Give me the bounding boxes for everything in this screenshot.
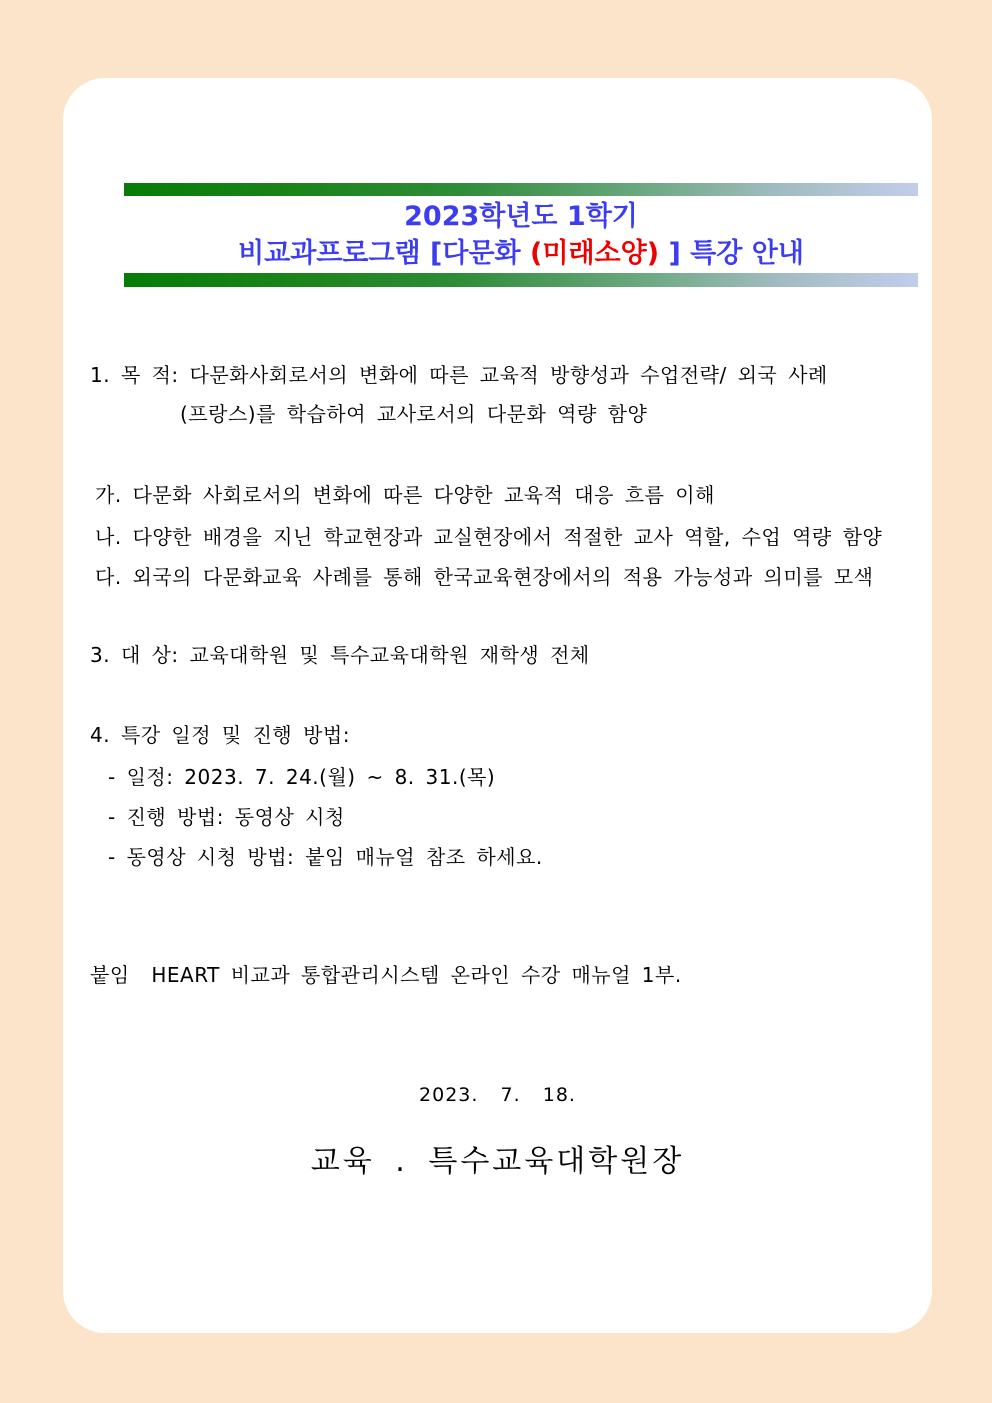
title-line2-highlight: (미래소양) bbox=[530, 238, 660, 269]
objective-item-da: 다. 외국의 다문화교육 사례를 통해 한국교육현장에서의 적용 가능성과 의미를 모색 bbox=[95, 565, 874, 589]
date-line: 2023. 7. 18. bbox=[419, 1084, 576, 1106]
header-top-bar bbox=[124, 183, 918, 196]
objective-item-na: 나. 다양한 배경을 지닌 학교현장과 교실현장에서 적절한 교사 역할, 수업 역량 함양 bbox=[95, 525, 883, 549]
target-line: 3. 대 상: 교육대학원 및 특수교육대학원 재학생 전체 bbox=[90, 643, 590, 667]
notice-card bbox=[63, 78, 932, 1333]
notice-title-line1: 2023학년도 1학기 bbox=[404, 201, 638, 232]
purpose-line-2: (프랑스)를 학습하여 교사로서의 다문화 역량 함양 bbox=[180, 402, 648, 426]
attachment-line: 붙임 HEART 비교과 통합관리시스템 온라인 수강 매뉴얼 1부. bbox=[90, 963, 682, 987]
title-line2-prefix: 비교과프로그램 [다문화 bbox=[238, 238, 531, 269]
header-bottom-bar bbox=[124, 273, 918, 287]
schedule-item-dates: - 일정: 2023. 7. 24.(월) ~ 8. 31.(목) bbox=[108, 765, 496, 789]
schedule-heading: 4. 특강 일정 및 진행 방법: bbox=[90, 723, 350, 747]
schedule-item-viewing: - 동영상 시청 방법: 붙임 매뉴얼 참조 하세요. bbox=[108, 845, 543, 869]
purpose-line-1: 1. 목 적: 다문화사회로서의 변화에 따른 교육적 방향성과 수업전략/ 외국 사례 bbox=[90, 363, 828, 387]
schedule-item-method: - 진행 방법: 동영상 시청 bbox=[108, 805, 345, 829]
objective-item-ga: 가. 다문화 사회로서의 변화에 따른 다양한 교육적 대응 흐름 이해 bbox=[95, 483, 715, 507]
signature-line: 교육 . 특수교육대학원장 bbox=[310, 1144, 685, 1179]
notice-title-line2 bbox=[124, 236, 918, 271]
title-line2-suffix: ] 특강 안내 bbox=[659, 238, 804, 269]
